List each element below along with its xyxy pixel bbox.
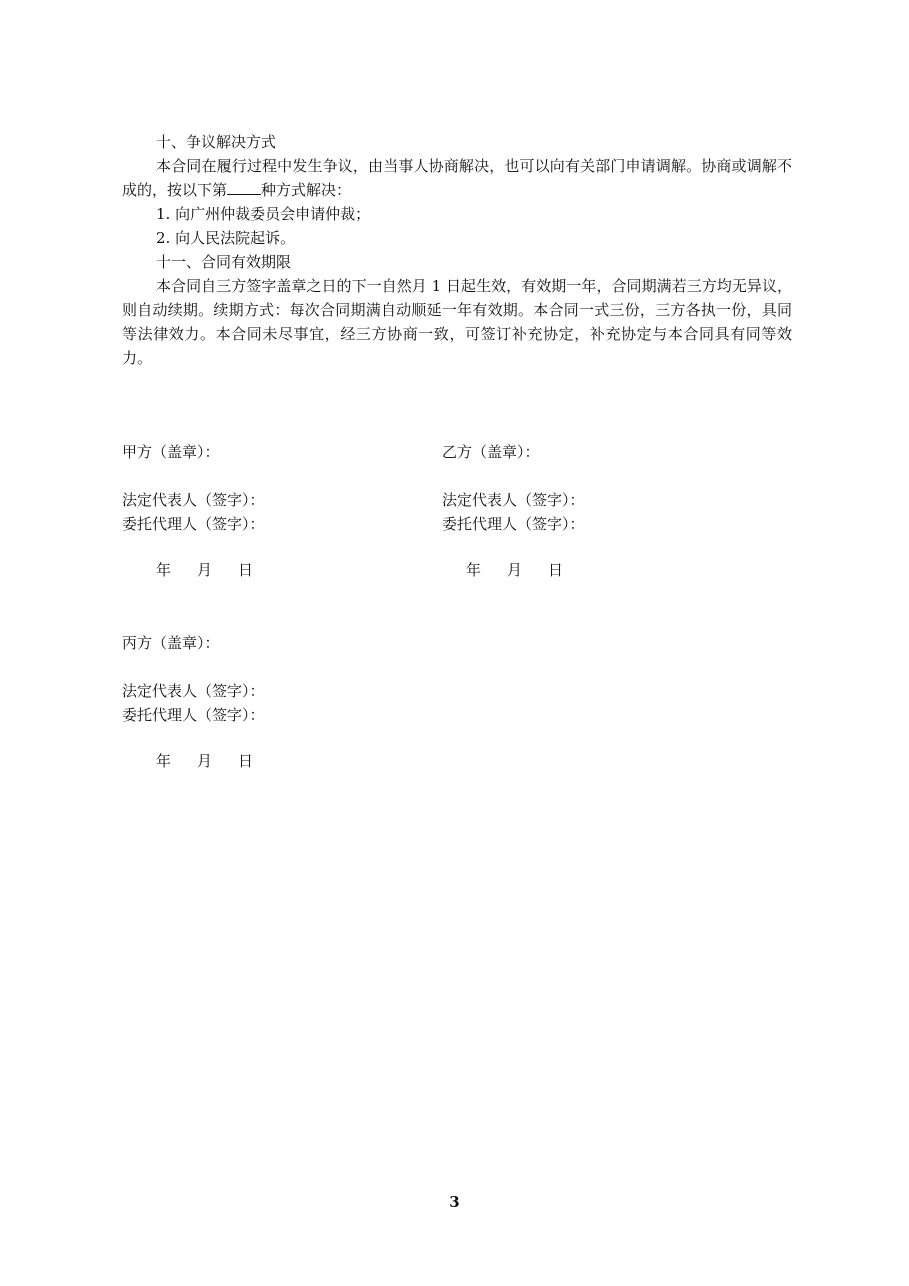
date-year: 年 [156,752,172,770]
date-month: 月 [507,561,523,579]
party-b-agent-label: 委托代理人（签字）： [442,515,585,533]
section-11-heading: 十一、合同有效期限 [156,253,292,271]
section-10-heading: 十、争议解决方式 [156,133,277,151]
date-year: 年 [156,561,172,579]
section-11-paragraph: 本合同自三方签字盖章之日的下一自然月 1 日起生效，有效期一年，合同期满若三方均无异议，则自动续期。续期方式：每次合同期满自动顺延一年有效期。本合同一式三份，三方各执一份，具同等法律效力。本合同未尽事宜，经三方协商一致，可签订补充协定，补充协定与本合同具有同等效力。 [122,277,792,367]
party-a-seal-label: 甲方（盖章）： [122,443,220,461]
section-10-text-part2: 种方式解决： [261,181,352,199]
section-10-option-1: 1. 向广州仲裁委员会申请仲裁； [156,205,371,223]
party-c-date [156,749,253,773]
party-b-seal-label: 乙方（盖章）： [442,443,540,461]
party-b-legal-rep-label: 法定代表人（签字）： [442,491,585,509]
section-10-paragraph [122,154,792,202]
section-10-text-part1: 本合同在履行过程中发生争议，由当事人协商解决，也可以向有关部门申请调解。协商或调解不成的，按以下第 [122,157,792,199]
party-c-seal-label: 丙方（盖章）： [122,634,220,652]
party-b-date [466,558,563,582]
date-month: 月 [197,752,213,770]
date-day: 日 [238,752,254,770]
party-a-agent-label: 委托代理人（签字）： [122,515,265,533]
date-month: 月 [197,561,213,579]
date-day: 日 [548,561,564,579]
date-day: 日 [238,561,254,579]
party-c-legal-rep-label: 法定代表人（签字）： [122,682,265,700]
section-10-option-2: 2. 向人民法院起诉。 [156,229,296,247]
party-a-date [156,558,253,582]
date-year: 年 [466,561,482,579]
option-number-blank [227,180,261,195]
party-c-agent-label: 委托代理人（签字）： [122,706,265,724]
page-number: 3 [449,1193,460,1211]
party-a-legal-rep-label: 法定代表人（签字）： [122,491,265,509]
